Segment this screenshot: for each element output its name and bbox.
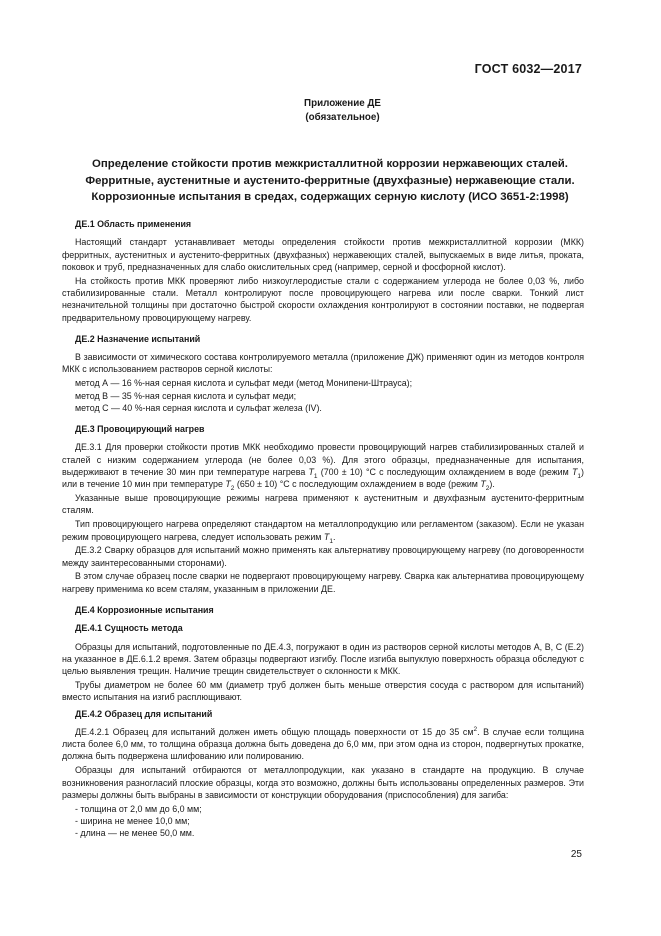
list-item: метод В — 35 %-ная серная кислота и сульфат меди; [75,390,297,401]
annex-status: (обязательное) [305,112,380,123]
paragraph: ДЕ.3.2 Сварку образцов для испытаний можно применять как альтернативу провоцирующему нагреву (по договоренности между заинтересованными сторонами). [62,545,584,568]
paragraph: Образцы для испытаний отбираются от металлопродукции, как указано в стандарте на продукцию. В случае возникновения разногласий плоские образцы, когда это возможно, должны быть использованы определенных размеров. Эти размеры должны быть выбраны в зависимости от конструкции оборудования (приспособления) для загиба: [62,765,584,800]
paragraph: ДЕ.4.2.1 Образец для испытаний должен иметь общую площадь поверхности от 15 до 35 $см^2$. В случае если толщина листа более 6,0 мм, то толщина образца должна быть доведена до 6,0 мм, при этом одна из сторон, подвергнутых прокатке, должна быть подвержена шлифованию или полированию. [62,725,585,762]
title-line: Коррозионные испытания в средах, содержащих серную кислоту (ИСО 3651-2:1998) [91,191,569,203]
list-item: - ширина не менее 10,0 мм; [75,815,190,826]
annex-title: Приложение ДЕ [304,98,381,109]
list-item: - толщина от 2,0 мм до 6,0 мм; [75,803,202,814]
section-heading-corrosion-tests: ДЕ.4 Коррозионные испытания [75,605,214,616]
annex-heading [0,97,661,125]
section-heading-heating: ДЕ.3 Провоцирующий нагрев [75,424,205,435]
document-body [62,218,584,840]
page-number: 25 [570,849,582,860]
paragraph: На стойкость против МКК проверяют либо низкоуглеродистые стали с содержанием углерода не более 0,03 %, либо стабилизированные стали. Металл контролируют после провоцирующего нагрева или после сварки. Тонкий лист незначительной толщины при достаточно быстрой скорости охлаждения контролируют в состоянии поставки, не подвергая предварительному провоцирующему нагреву. [62,275,584,323]
paragraph: В этом случае образец после сварки не подвергают провоцирующему нагреву. Сварка как альтернатива провоцирующему нагреву применима ко всем сталям, указанным в приложении ДЕ. [62,571,584,594]
title-line: Определение стойкости против межкристаллитной коррозии нержавеющих сталей. [92,158,568,170]
paragraph-heating-modes: ДЕ.3.1 Для проверки стойкости против МКК необходимо провести провоцирующий нагрев стабилизированных сталей и сталей с низким содержанием углерода (не более 0,03 %). Для этого образцы, предназначенные для испытания, выдерживают в течение 30 мин при температуре нагрева $T_1$ (700 ± 10) °С с последующим охлаждением в воде (режим $T_1$) или в течение 10 мин при температуре $T_2$ (650 ± 10) °С с последующим охлаждением в воде (режим $T_2$). [62,442,584,493]
standard-designation: ГОСТ 6032—2017 [474,62,582,76]
title-line: Ферритные, аустенитные и аустенито-ферритные (двухфазные) нержавеющие стали. [85,174,575,187]
section-heading-scope: ДЕ.1 Область применения [75,219,192,229]
paragraph: Указанные выше провоцирующие режимы нагрева применяют к аустенитным и двухфазным аустенито-ферритным сталям. [62,493,584,516]
list-item: метод А — 16 %-ная серная кислота и сульфат меди (метод Монипени-Штрауса); [75,378,413,389]
paragraph: В зависимости от химического состава контролируемого металла (приложение ДЖ) применяют один из методов контроля МКК с использованием растворов серной кислоты: [62,352,584,375]
section-heading-purpose: ДЕ.2 Назначение испытаний [75,333,201,344]
paragraph: Тип провоцирующего нагрева определяют стандартом на металлопродукцию или регламентом (заказом). Если не указан режим провоцирующего нагрева, следует использовать режим $T_1$. [62,519,584,545]
paragraph: Трубы диаметром не более 60 мм (диаметр труб должен быть меньше отверстия сосуда с раствором для испытаний) вместо испытания на изгиб расплющивают. [62,680,584,703]
subsection-heading-method: ДЕ.4.1 Сущность метода [75,623,183,634]
paragraph: Образцы для испытаний, подготовленные по ДЕ.4.3, погружают в один из растворов серной кислоты методов А, В, С (Е.2) на указанное в ДЕ.6.1.2 время. Затем образцы подвергают изгибу. После изгиба выпуклую поверхность образца обследуют с целью выявления трещин. Наличие трещин свидетельствует о склонности к МКК. [62,641,584,677]
list-item: - длина — не менее 50,0 мм. [75,828,195,839]
document-title [70,156,590,206]
list-item: метод С — 40 %-ная серная кислота и сульфат железа (IV). [75,402,322,413]
paragraph: Настоящий стандарт устанавливает методы определения стойкости против межкристаллитной коррозии (МКК) ферритных, аустенитных и аустенито-ферритных (двухфазных) нержавеющих сталей, выпускаемых в виде литья, проката, поковок и труб, предназначенных для слабо окислительных сред (например, серной и фосфорной кислот). [62,237,584,272]
subsection-heading-specimen: ДЕ.4.2 Образец для испытаний [75,708,213,719]
